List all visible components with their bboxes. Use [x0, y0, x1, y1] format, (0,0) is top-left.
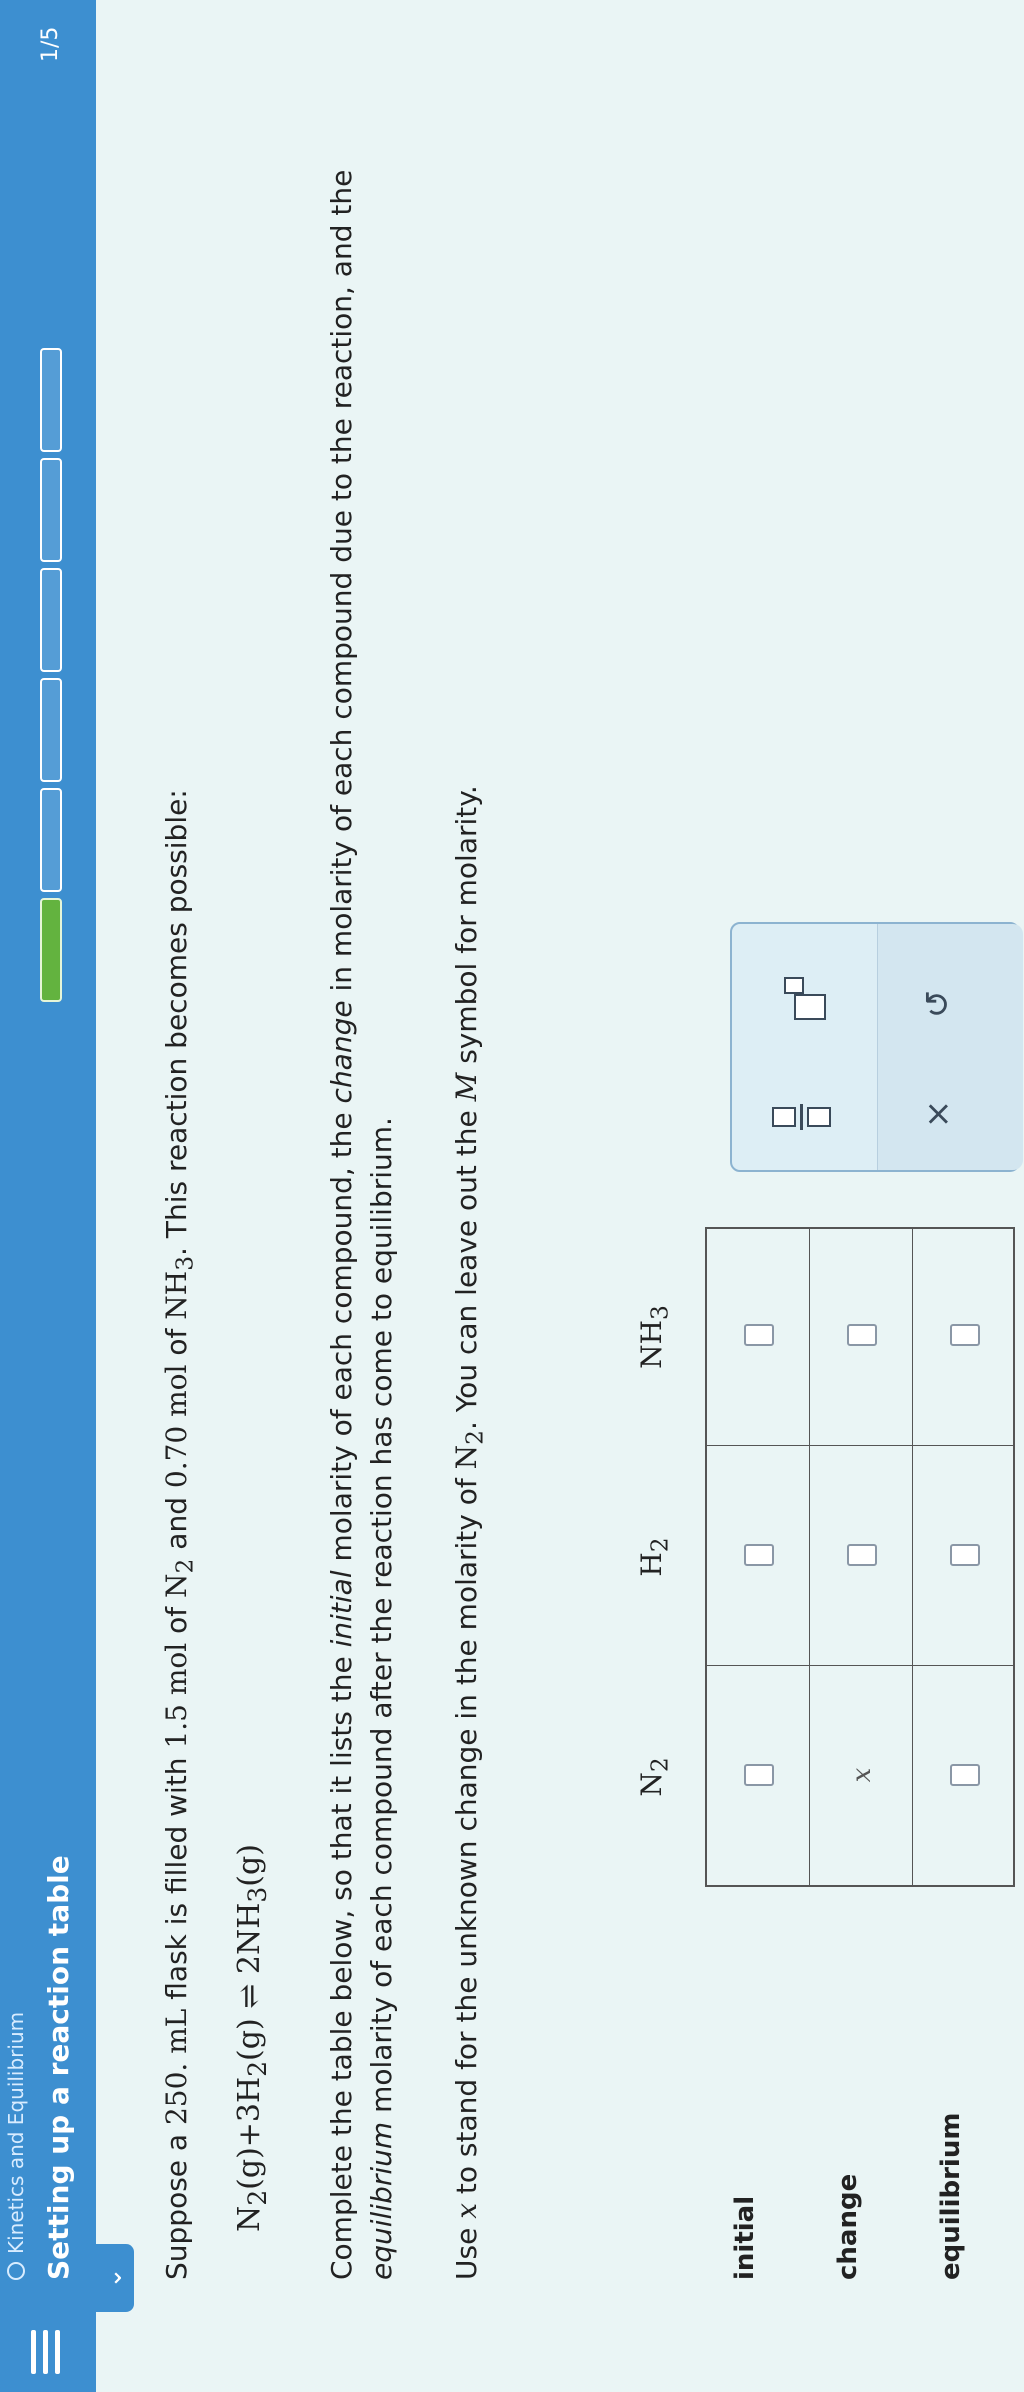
cell-change-n2: x [846, 1767, 877, 1783]
breadcrumb[interactable]: Kinetics and Equilibrium [4, 2012, 28, 2280]
math-tools-panel [730, 922, 1020, 1172]
tools-top-row [732, 924, 877, 1170]
undo-icon[interactable]: ↺ [918, 989, 958, 1019]
reaction-equation: $N_2(g)+3H_2(g)$ ⇌ $2NH_3(g)$ [232, 1844, 272, 2232]
cell-initial-nh3[interactable] [707, 1225, 810, 1445]
question-intro: Suppose a 250. mL flask is filled with 1.5 mol of $N_2$ and 0.70 mol of $NH_3$. This reaction becomes possible: [160, 789, 199, 2280]
reaction-table [705, 1227, 1015, 1887]
answer-input[interactable] [744, 1544, 774, 1566]
row-label-equilibrium: equilibrium [936, 2112, 966, 2280]
collapse-chevron-icon[interactable]: ⌄ [96, 2244, 134, 2312]
answer-input[interactable] [950, 1544, 980, 1566]
cell-change-nh3[interactable] [810, 1225, 913, 1445]
top-bar [0, 0, 96, 2392]
answer-input[interactable] [847, 1544, 877, 1566]
menu-icon[interactable] [24, 2330, 70, 2374]
cell-initial-h2[interactable] [707, 1445, 810, 1665]
column-header-h2: $H_2$ [635, 1537, 674, 1577]
progress-segment [40, 458, 62, 562]
clear-icon[interactable]: × [918, 1099, 958, 1129]
cell-equilibrium-h2[interactable] [913, 1445, 1016, 1665]
row-label-change: change [833, 2173, 863, 2280]
tools-bottom-row [877, 924, 1023, 1170]
variable-instructions: Use x to stand for the unknown change in the molarity of $N_2$. You can leave out the M symbol for molarity. [450, 785, 489, 2280]
column-header-n2: $N_2$ [635, 1757, 674, 1797]
cell-initial-n2[interactable] [707, 1665, 810, 1885]
cell-equilibrium-nh3[interactable] [913, 1225, 1016, 1445]
answer-input[interactable] [950, 1324, 980, 1346]
page-title: Setting up a reaction table [42, 1855, 75, 2280]
progress-segment [40, 568, 62, 672]
fraction-icon[interactable] [772, 1104, 831, 1130]
progress-segment [40, 788, 62, 892]
topic-ring-icon [7, 2262, 25, 2280]
progress-bar [40, 348, 62, 1002]
answer-input[interactable] [847, 1324, 877, 1346]
progress-count: 1/5 [38, 26, 63, 62]
progress-segment [40, 898, 62, 1002]
progress-segment [40, 348, 62, 452]
cell-equilibrium-n2[interactable] [913, 1665, 1016, 1885]
instructions-line-1: Complete the table below, so that it lists the initial molarity of each compound, the change in molarity of each compound due to the reaction, and the [325, 169, 358, 2280]
answer-input[interactable] [744, 1324, 774, 1346]
instructions-line-2: equilibrium molarity of each compound after the reaction has come to equilibrium. [365, 1117, 398, 2280]
row-label-initial: initial [730, 2195, 760, 2280]
answer-input[interactable] [744, 1764, 774, 1786]
cell-change-h2[interactable] [810, 1445, 913, 1665]
answer-input[interactable] [950, 1764, 980, 1786]
progress-segment [40, 678, 62, 782]
column-header-nh3: $NH_3$ [635, 1305, 674, 1369]
